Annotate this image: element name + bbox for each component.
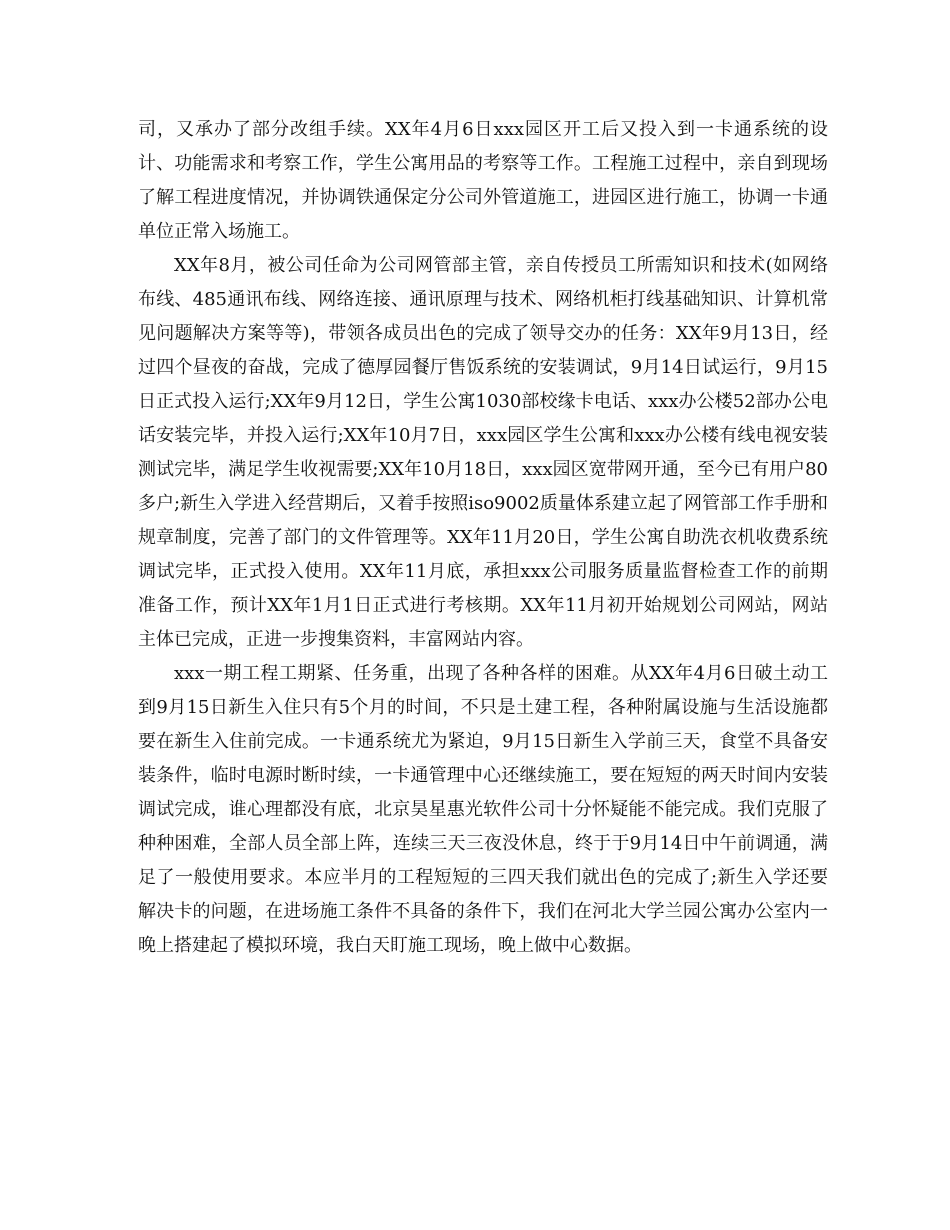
paragraph-project-difficulties: xxx一期工程工期紧、任务重，出现了各种各样的困难。从XX年4月6日破土动工到9月15日新生入住只有5个月的时间，不只是土建工程，各种附属设施与生活设施都要在新生入住前完成。一卡通系统尤为紧迫，9月15日新生入学前三天，食堂不具备安装条件，临时电源时断时续，一卡通管理中心还继续施工，要在短短的两天时间内安装调试完成，谁心理都没有底，北京昊星惠光软件公司十分怀疑能不能完成。我们克服了种种困难，全部人员全部上阵，连续三天三夜没休息，终于于9月14日中午前调通，满足了一般使用要求。本应半月的工程短短的三四天我们就出色的完成了;新生入学还要解决卡的问题，在进场施工条件不具备的条件下，我们在河北大学兰园公寓办公室内一晚上搭建起了模拟环境，我白天盯施工现场，晚上做中心数据。 [138, 663, 828, 956]
paragraph-continuation: 司，又承办了部分改组手续。XX年4月6日xxx园区开工后又投入到一卡通系统的设计、功能需求和考察工作，学生公寓用品的考察等工作。工程施工过程中，亲自到现场了解工程进度情况，并协调铁通保定分公司外管道施工，进园区进行施工，协调一卡通单位正常入场施工。 [138, 119, 828, 242]
paragraph-network-dept: XX年8月，被公司任命为公司网管部主管，亲自传授员工所需知识和技术(如网络布线、485通讯布线、网络连接、通讯原理与技术、网络机柜打线基础知识、计算机常见问题解决方案等等)，带领各成员出色的完成了领导交办的任务：XX年9月13日，经过四个昼夜的奋战，完成了德厚园餐厅售饭系统的安装调试，9月14日试运行，9月15日正式投入运行;XX年9月12日，学生公寓1030部校缘卡电话、xxx办公楼52部办公电话安装完毕，并投入运行;XX年10月7日，xxx园区学生公寓和xxx办公楼有线电视安装测试完毕，满足学生收视需要;XX年10月18日，xxx园区宽带网开通，至今已有用户80多户;新生入学进入经营期后，又着手按照iso9002质量体系建立起了网管部工作手册和规章制度，完善了部门的文件管理等。XX年11月20日，学生公寓自助洗衣机收费系统调试完毕，正式投入使用。XX年11月底，承担xxx公司服务质量监督检查工作的前期准备工作，预计XX年1月1日正式进行考核期。XX年11月初开始规划公司网站，网站主体已完成，正进一步搜集资料，丰富网站内容。 [138, 255, 828, 650]
document-body [138, 113, 828, 963]
